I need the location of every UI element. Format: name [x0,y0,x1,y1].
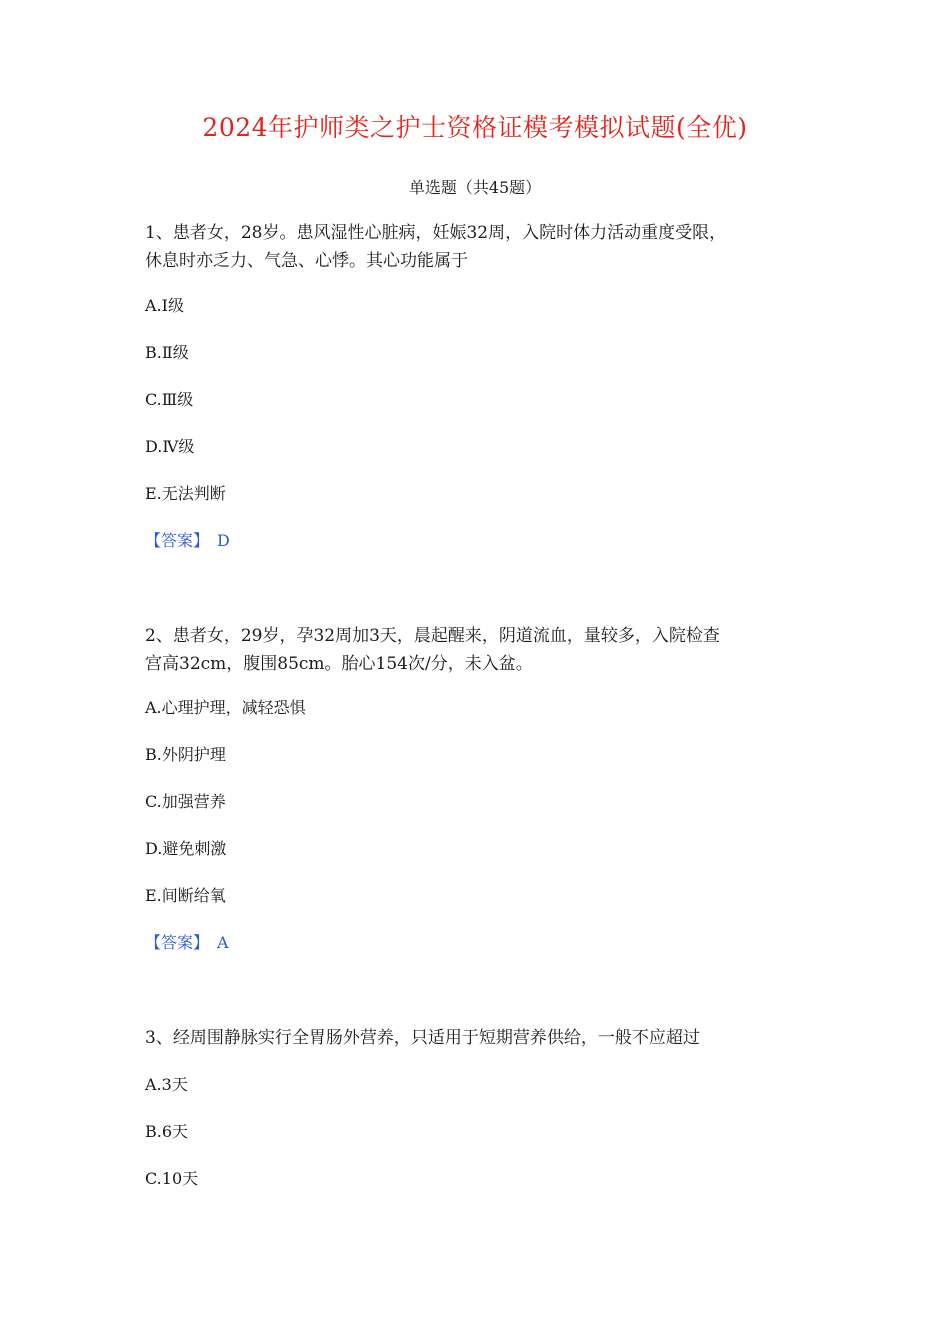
question-1-text-line1: 1、患者女，28岁。患风湿性心脏病，妊娠32周，入院时体力活动重度受限， [145,223,727,243]
question-2-option-b [145,744,815,766]
question-1-text-line2: 休息时亦乏力、气急、心悸。其心功能属于 [145,251,468,271]
option-text: C.Ⅲ级 [145,390,194,409]
answer-value: A [217,933,229,952]
option-text: B.6天 [145,1122,189,1141]
answer-value: D [217,531,230,550]
question-1-answer [145,530,815,552]
question-1-option-b [145,342,815,364]
section-heading: 单选题（共45题） [408,178,542,197]
question-2-answer [145,932,815,954]
question-2-option-e [145,885,815,907]
question-1-option-e [145,483,815,505]
option-text: D.Ⅳ级 [145,437,195,456]
question-2-text-line2: 宫高32cm，腹围85cm。胎心154次/分，未入盆。 [145,654,533,674]
option-text: C.加强营养 [145,792,226,811]
question-1-option-d [145,436,815,458]
option-text: B.外阴护理 [145,745,226,764]
option-text: E.无法判断 [145,484,226,503]
option-text: C.10天 [145,1169,199,1188]
answer-tag: 【答案】 [145,531,210,550]
question-1 [145,219,815,275]
question-1-option-a [145,295,815,317]
option-text: B.Ⅱ级 [145,343,189,362]
question-3-text-line1: 3、经周围静脉实行全胃肠外营养，只适用于短期营养供给，一般不应超过 [145,1028,700,1048]
option-text: A.Ⅰ级 [145,296,184,315]
question-3-option-b [145,1121,815,1143]
question-3 [145,1024,815,1052]
question-2 [145,622,815,678]
option-text: E.间断给氧 [145,886,226,905]
document-title: 2024年护师类之护士资格证模考模拟试题(全优) [202,113,748,142]
question-1-option-c [145,389,815,411]
question-3-option-c [145,1168,815,1190]
option-text: D.避免刺激 [145,839,227,858]
question-2-option-a [145,697,815,719]
answer-tag: 【答案】 [145,933,210,952]
question-2-option-c [145,791,815,813]
option-text: A.心理护理，减轻恐惧 [145,698,306,717]
question-3-option-a [145,1074,815,1096]
question-2-text-line1: 2、患者女，29岁，孕32周加3天，晨起醒来，阴道流血，量较多，入院检查 [145,626,720,646]
question-2-option-d [145,838,815,860]
option-text: A.3天 [145,1075,188,1094]
